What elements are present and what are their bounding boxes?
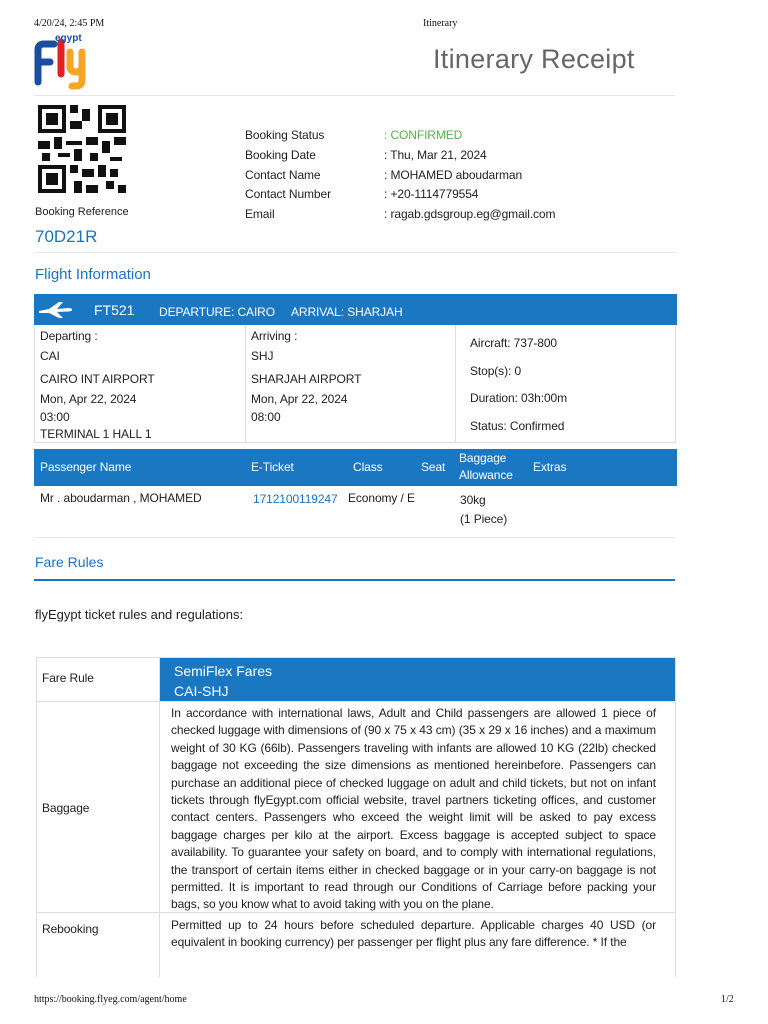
contact-number-label: Contact Number xyxy=(245,187,331,202)
departing-info xyxy=(40,327,155,444)
eticket-link[interactable]: 1712100119247 xyxy=(253,492,338,506)
flight-info-title: Flight Information xyxy=(35,266,151,283)
col-passenger-name: Passenger Name xyxy=(40,460,132,474)
fare-name-bar xyxy=(160,658,675,701)
passenger-class: Economy / E xyxy=(348,491,415,505)
col-eticket: E-Ticket xyxy=(251,460,294,474)
contact-name-label: Contact Name xyxy=(245,167,321,182)
print-datetime: 4/20/24, 2:45 PM xyxy=(34,18,105,29)
passenger-table-header xyxy=(34,449,677,486)
departing-date: Mon, Apr 22, 2024 xyxy=(40,391,137,406)
col-extras: Extras xyxy=(533,460,567,474)
booking-date-value: : Thu, Mar 21, 2024 xyxy=(384,147,487,162)
fare-rule-label: Fare Rule xyxy=(42,671,94,685)
logo-egypt-text: egypt xyxy=(55,33,82,44)
baggage-weight: 30kg xyxy=(460,493,486,507)
booking-reference-label: Booking Reference xyxy=(35,206,129,218)
baggage-rule-text: In accordance with international laws, Adult and Child passengers are allowed 1 piece of checked luggage with dimensions of (90 x 75 x 43 cm) (35 x 29 x 16 inches) and a maximum weight of 30 KG (66lb). Passengers traveling with infants are allowed 10 KG (22lb) checked baggage not exceeding the size dimensions as mentioned hereinbefore. Passengers can purchase an additional piece of checked luggage on adult and child tickets, but not on infant tickets through flyEgypt.com official website, travel partners ticketing offices, and customer contact centers. Passengers who exceed the weight limit will be asked to pay excess baggage charges per kilo at the airport. Excess baggage is accepted subject to space availability. To guarantee your safety on board, and to comply with international regulations, the transport of certain items either in checked baggage or in your carry-on baggage is not permitted. It is important to read through our Conditions of Carriage before packing your bags, so you know what to avoid taking with you on the plane. xyxy=(171,706,656,912)
baggage-rule-label: Baggage xyxy=(42,801,90,815)
fare-rules-title: Fare Rules xyxy=(35,554,104,570)
departing-airport: CAIRO INT AIRPORT xyxy=(40,372,155,386)
flight-departure: DEPARTURE: CAIRO xyxy=(159,305,275,319)
rebooking-rule-text: Permitted up to 24 hours before scheduled departure. Applicable charges 40 USD (or equivalent in booking currency) per passenger per flight plus any fare difference. * If the xyxy=(171,918,656,950)
fare-rules-underline xyxy=(34,579,675,581)
flight-status: Status: Confirmed xyxy=(470,419,565,434)
contact-name-value: : MOHAMED aboudarman xyxy=(384,167,523,182)
stops: Stop(s): 0 xyxy=(470,363,522,378)
arriving-info xyxy=(251,327,361,425)
col-baggage-line2: Allowance xyxy=(459,468,513,482)
passenger-name: Mr . aboudarman , MOHAMED xyxy=(40,491,202,505)
passenger-baggage xyxy=(460,491,507,528)
fare-name: SemiFlex Fares xyxy=(174,663,273,679)
flight-number: FT521 xyxy=(94,302,135,318)
aircraft-info xyxy=(470,330,567,441)
departing-label: Departing : xyxy=(40,329,98,343)
rebooking-rule-label: Rebooking xyxy=(42,922,99,936)
flight-arrival: ARRIVAL: SHARJAH xyxy=(291,305,403,319)
booking-date-label: Booking Date xyxy=(245,147,316,162)
print-url: https://booking.flyeg.com/agent/home xyxy=(34,994,187,1005)
flyegypt-logo xyxy=(34,34,104,90)
contact-number-value: : +20-1114779554 xyxy=(384,187,479,202)
booking-info-labels xyxy=(245,126,331,225)
col-class: Class xyxy=(353,460,383,474)
departing-code: CAI xyxy=(40,348,60,363)
duration: Duration: 03h:00m xyxy=(470,391,568,406)
col-baggage xyxy=(459,450,513,484)
arriving-time: 08:00 xyxy=(251,410,281,424)
booking-status-value: : CONFIRMED xyxy=(384,128,463,142)
booking-status-label: Booking Status xyxy=(245,128,325,142)
col-seat: Seat xyxy=(421,460,446,474)
arriving-date: Mon, Apr 22, 2024 xyxy=(251,391,348,406)
arriving-code: SHJ xyxy=(251,348,274,363)
aircraft: Aircraft: 737-800 xyxy=(470,336,558,350)
flight-header-bar xyxy=(34,294,677,325)
arriving-airport: SHARJAH AIRPORT xyxy=(251,372,362,386)
page-title: Itinerary Receipt xyxy=(433,44,635,74)
booking-info-values xyxy=(384,126,555,225)
booking-reference: 70D21R xyxy=(35,227,98,246)
print-title: Itinerary xyxy=(423,18,458,29)
fare-route: CAI-SHJ xyxy=(174,683,229,699)
departing-time: 03:00 xyxy=(40,410,70,424)
qr-code xyxy=(38,104,126,194)
baggage-pieces: (1 Piece) xyxy=(460,511,508,526)
airplane-icon xyxy=(37,299,73,324)
fare-rules-intro: flyEgypt ticket rules and regulations: xyxy=(35,607,244,622)
arriving-label: Arriving : xyxy=(251,329,298,343)
departing-terminal: TERMINAL 1 HALL 1 xyxy=(40,427,152,441)
print-page-number: 1/2 xyxy=(721,994,734,1005)
email-label: Email xyxy=(245,207,275,222)
col-baggage-line1: Baggage xyxy=(459,451,507,465)
email-value: : ragab.gdsgroup.eg@gmail.com xyxy=(384,207,556,222)
